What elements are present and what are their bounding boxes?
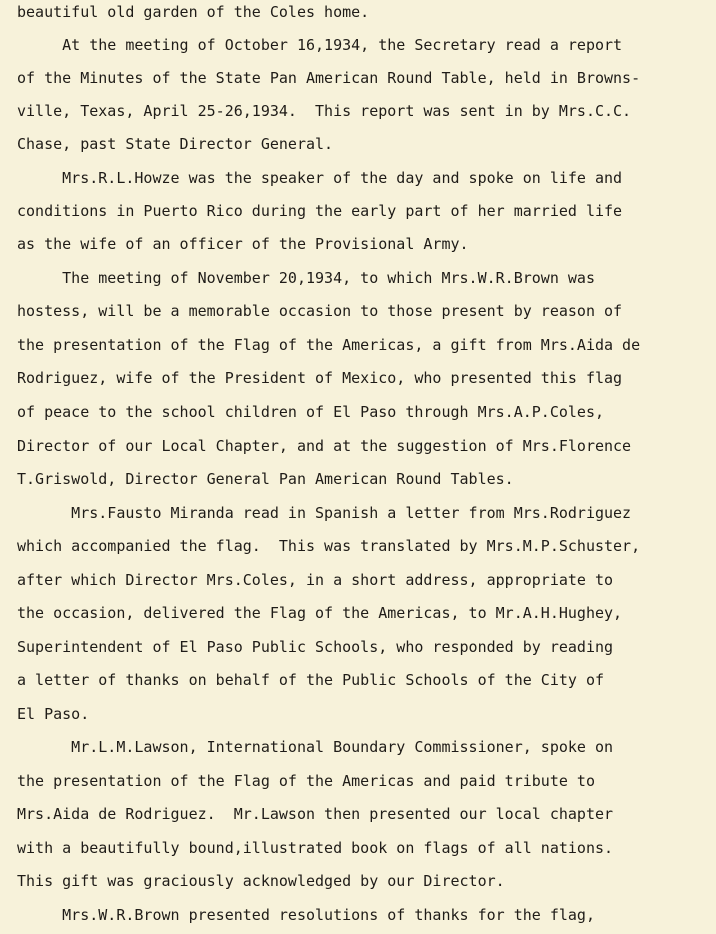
text-line-1: beautiful old garden of the Coles home. (17, 3, 370, 21)
text-line-10: hostess, will be a memorable occasion to those present by reason of (17, 302, 623, 320)
text-line-28: Mrs.W.R.Brown presented resolutions of thanks for the flag, (17, 906, 595, 924)
text-line-5: Chase, past State Director General. (17, 135, 334, 153)
text-line-17: which accompanied the flag. This was translated by Mrs.M.P.Schuster, (17, 537, 641, 555)
text-line-23: Mr.L.M.Lawson, International Boundary Commissioner, spoke on (17, 738, 614, 756)
text-line-3: of the Minutes of the State Pan American Round Table, held in Browns- (17, 69, 641, 87)
text-line-13: of peace to the school children of El Paso through Mrs.A.P.Coles, (17, 403, 604, 421)
text-line-26: with a beautifully bound,illustrated book on flags of all nations. (17, 839, 614, 857)
text-line-22: El Paso. (17, 705, 90, 723)
text-line-16: Mrs.Fausto Miranda read in Spanish a letter from Mrs.Rodriguez (17, 504, 632, 522)
text-line-25: Mrs.Aida de Rodriguez. Mr.Lawson then presented our local chapter (17, 805, 614, 823)
text-line-14: Director of our Local Chapter, and at the suggestion of Mrs.Florence (17, 437, 632, 455)
text-line-6: Mrs.R.L.Howze was the speaker of the day and spoke on life and (17, 169, 623, 187)
text-line-12: Rodriguez, wife of the President of Mexico, who presented this flag (17, 369, 623, 387)
text-line-21: a letter of thanks on behalf of the Public Schools of the City of (17, 671, 604, 689)
text-line-4: ville, Texas, April 25-26,1934. This report was sent in by Mrs.C.C. (17, 102, 632, 120)
text-line-2: At the meeting of October 16,1934, the Secretary read a report (17, 36, 623, 54)
text-line-20: Superintendent of El Paso Public Schools, who responded by reading (17, 638, 614, 656)
text-line-27: This gift was graciously acknowledged by our Director. (17, 872, 505, 890)
text-line-8: as the wife of an officer of the Provisional Army. (17, 235, 469, 253)
text-line-19: the occasion, delivered the Flag of the Americas, to Mr.A.H.Hughey, (17, 604, 623, 622)
text-line-24: the presentation of the Flag of the Americas and paid tribute to (17, 772, 595, 790)
text-line-9: The meeting of November 20,1934, to which Mrs.W.R.Brown was (17, 269, 595, 287)
text-line-11: the presentation of the Flag of the Americas, a gift from Mrs.Aida de (17, 336, 641, 354)
text-line-15: T.Griswold, Director General Pan American Round Tables. (17, 470, 514, 488)
text-line-7: conditions in Puerto Rico during the early part of her married life (17, 202, 623, 220)
text-line-18: after which Director Mrs.Coles, in a short address, appropriate to (17, 571, 614, 589)
